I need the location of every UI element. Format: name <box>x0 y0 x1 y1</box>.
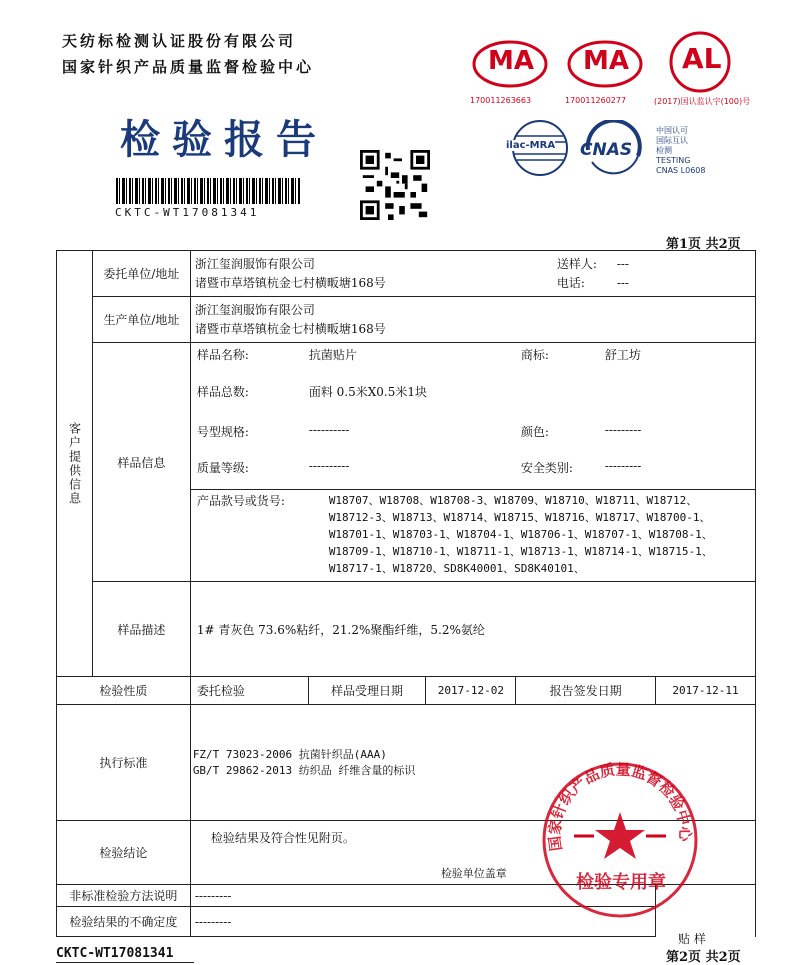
receive-date-label: 样品受理日期 <box>308 677 426 705</box>
sample-fields <box>191 343 755 489</box>
conclusion-label: 检验结论 <box>57 821 191 885</box>
safety-value: --------- <box>604 459 642 473</box>
cma-logo-1-number: 170011263663 <box>470 96 532 105</box>
color-label: 颜色: <box>520 425 549 439</box>
cnas-caption-line: CNAS L0608 <box>656 166 706 175</box>
uncertainty-label: 检验结果的不确定度 <box>57 907 191 937</box>
style-line: W18701-1、W18703-1、W18704-1、W18706-1、W18707-1、W18708-1、 <box>328 528 713 541</box>
footer-report-code: CKTC-WT17081341 <box>56 946 174 961</box>
style-numbers <box>191 489 755 581</box>
description-value: 1# 青灰色 73.6%粘纤，21.2%聚酯纤维，5.2%氨纶 <box>190 582 755 677</box>
page-number-bottom: 第2页 共2页 <box>666 950 741 965</box>
cnas-caption <box>656 126 705 176</box>
phone-value: --- <box>616 276 629 290</box>
nonstandard-value: --------- <box>190 885 655 907</box>
sample-name: 抗菌贴片 <box>308 348 357 362</box>
cnas-logo-mark: CNAS <box>580 140 633 160</box>
cal-logo-number: (2017)国认监认字(100)号 <box>654 97 751 106</box>
company-name-1: 天纺标检测认证股份有限公司 <box>62 32 297 50</box>
cal-logo-mark: AL <box>682 42 722 75</box>
cma-logo-2-mark: MA <box>583 46 629 76</box>
style-line: W18707、W18708、W18708-3、W18709、W18710、W18711、W18712、 <box>328 494 698 507</box>
producer-name: 浙江玺润服饰有限公司 <box>194 302 315 317</box>
barcode <box>116 178 301 204</box>
style-label: 产品款号或货号: <box>196 494 285 508</box>
cnas-caption-line: TESTING <box>656 156 691 165</box>
sender-block <box>557 255 629 293</box>
client-info-label: 客户提供信息 <box>57 251 93 677</box>
style-line: W18717-1、W18720、SD8K40001、SD8K40101、 <box>328 562 585 575</box>
cma-logo-2-number: 170011260277 <box>565 96 627 105</box>
conclusion-value: 检验结果及符合性见附页。 <box>210 831 355 845</box>
sample-tag: 贴 样 <box>678 932 706 946</box>
seal-outer-text: 国家针织产品质量监督检验中心 <box>545 760 695 853</box>
sample-info-label: 样品信息 <box>92 343 190 582</box>
commission-name: 浙江玺润服饰有限公司 <box>194 256 315 271</box>
color-value: --------- <box>604 423 642 437</box>
grade-label: 质量等级: <box>196 461 249 475</box>
style-line: W18712-3、W18713、W18714、W18715、W18716、W18717、W18700-1、 <box>328 511 711 524</box>
cnas-caption-line: 国际互认 <box>656 136 688 145</box>
description-label: 样品描述 <box>92 582 190 677</box>
nature-label: 检验性质 <box>57 677 191 705</box>
commission-label: 委托单位/地址 <box>92 251 190 297</box>
commission-address: 诸暨市草塔镇杭金七村横畈塘168号 <box>194 275 386 290</box>
total-value: 面料 0.5米X0.5米1块 <box>308 385 427 399</box>
report-title: 检验报告 <box>120 116 328 163</box>
inspection-seal <box>540 760 700 920</box>
style-list <box>329 492 713 577</box>
safety-label: 安全类别: <box>520 461 573 475</box>
model-value: ---------- <box>308 423 350 437</box>
receive-date: 2017-12-02 <box>426 677 516 705</box>
commission-cell <box>190 251 755 297</box>
nature-value: 委托检验 <box>190 677 308 705</box>
phone-label: 电话: <box>556 276 585 290</box>
brand-value: 舒工坊 <box>604 348 641 362</box>
page-number-top: 第1页 共2页 <box>666 237 741 252</box>
cma-logo-1-mark: MA <box>488 46 534 76</box>
qr-code <box>360 150 430 220</box>
issue-date-label: 报告签发日期 <box>516 677 656 705</box>
brand-label: 商标: <box>520 348 549 362</box>
sample-info-cell <box>190 343 755 582</box>
standard-line: FZ/T 73023-2006 抗菌针织品(AAA) <box>192 747 387 761</box>
issue-date: 2017-12-11 <box>656 677 756 705</box>
standard-label: 执行标准 <box>57 705 191 821</box>
total-label: 样品总数: <box>196 385 249 399</box>
grade-value: ---------- <box>308 459 350 473</box>
seal-inner-text: 检验专用章 <box>576 872 666 893</box>
footer-divider <box>56 962 194 963</box>
cnas-caption-line: 中国认可 <box>656 126 688 135</box>
producer-address: 诸暨市草塔镇杭金七村横畈塘168号 <box>194 321 386 336</box>
cnas-caption-line: 检测 <box>656 146 672 155</box>
producer-cell <box>190 297 755 343</box>
style-line: W18709-1、W18710-1、W18711-1、W18713-1、W18714-1、W18715-1、 <box>328 545 713 558</box>
stamp-label: 检验单位盖章 <box>440 867 507 880</box>
nonstandard-label: 非标准检验方法说明 <box>57 885 191 907</box>
producer-label: 生产单位/地址 <box>92 297 190 343</box>
barcode-text: CKTC-WT17081341 <box>115 206 260 219</box>
standard-line: GB/T 29862-2013 纺织品 纤维含量的标识 <box>192 763 416 777</box>
uncertainty-value: --------- <box>190 907 655 937</box>
company-name-2: 国家针织产品质量监督检验中心 <box>62 58 315 76</box>
model-label: 号型规格: <box>196 425 249 439</box>
ilac-logo-text: ilac-MRA <box>506 140 556 151</box>
sample-name-label: 样品名称: <box>196 348 249 362</box>
sender-label: 送样人: <box>556 257 597 271</box>
sender-value: --- <box>616 257 629 271</box>
